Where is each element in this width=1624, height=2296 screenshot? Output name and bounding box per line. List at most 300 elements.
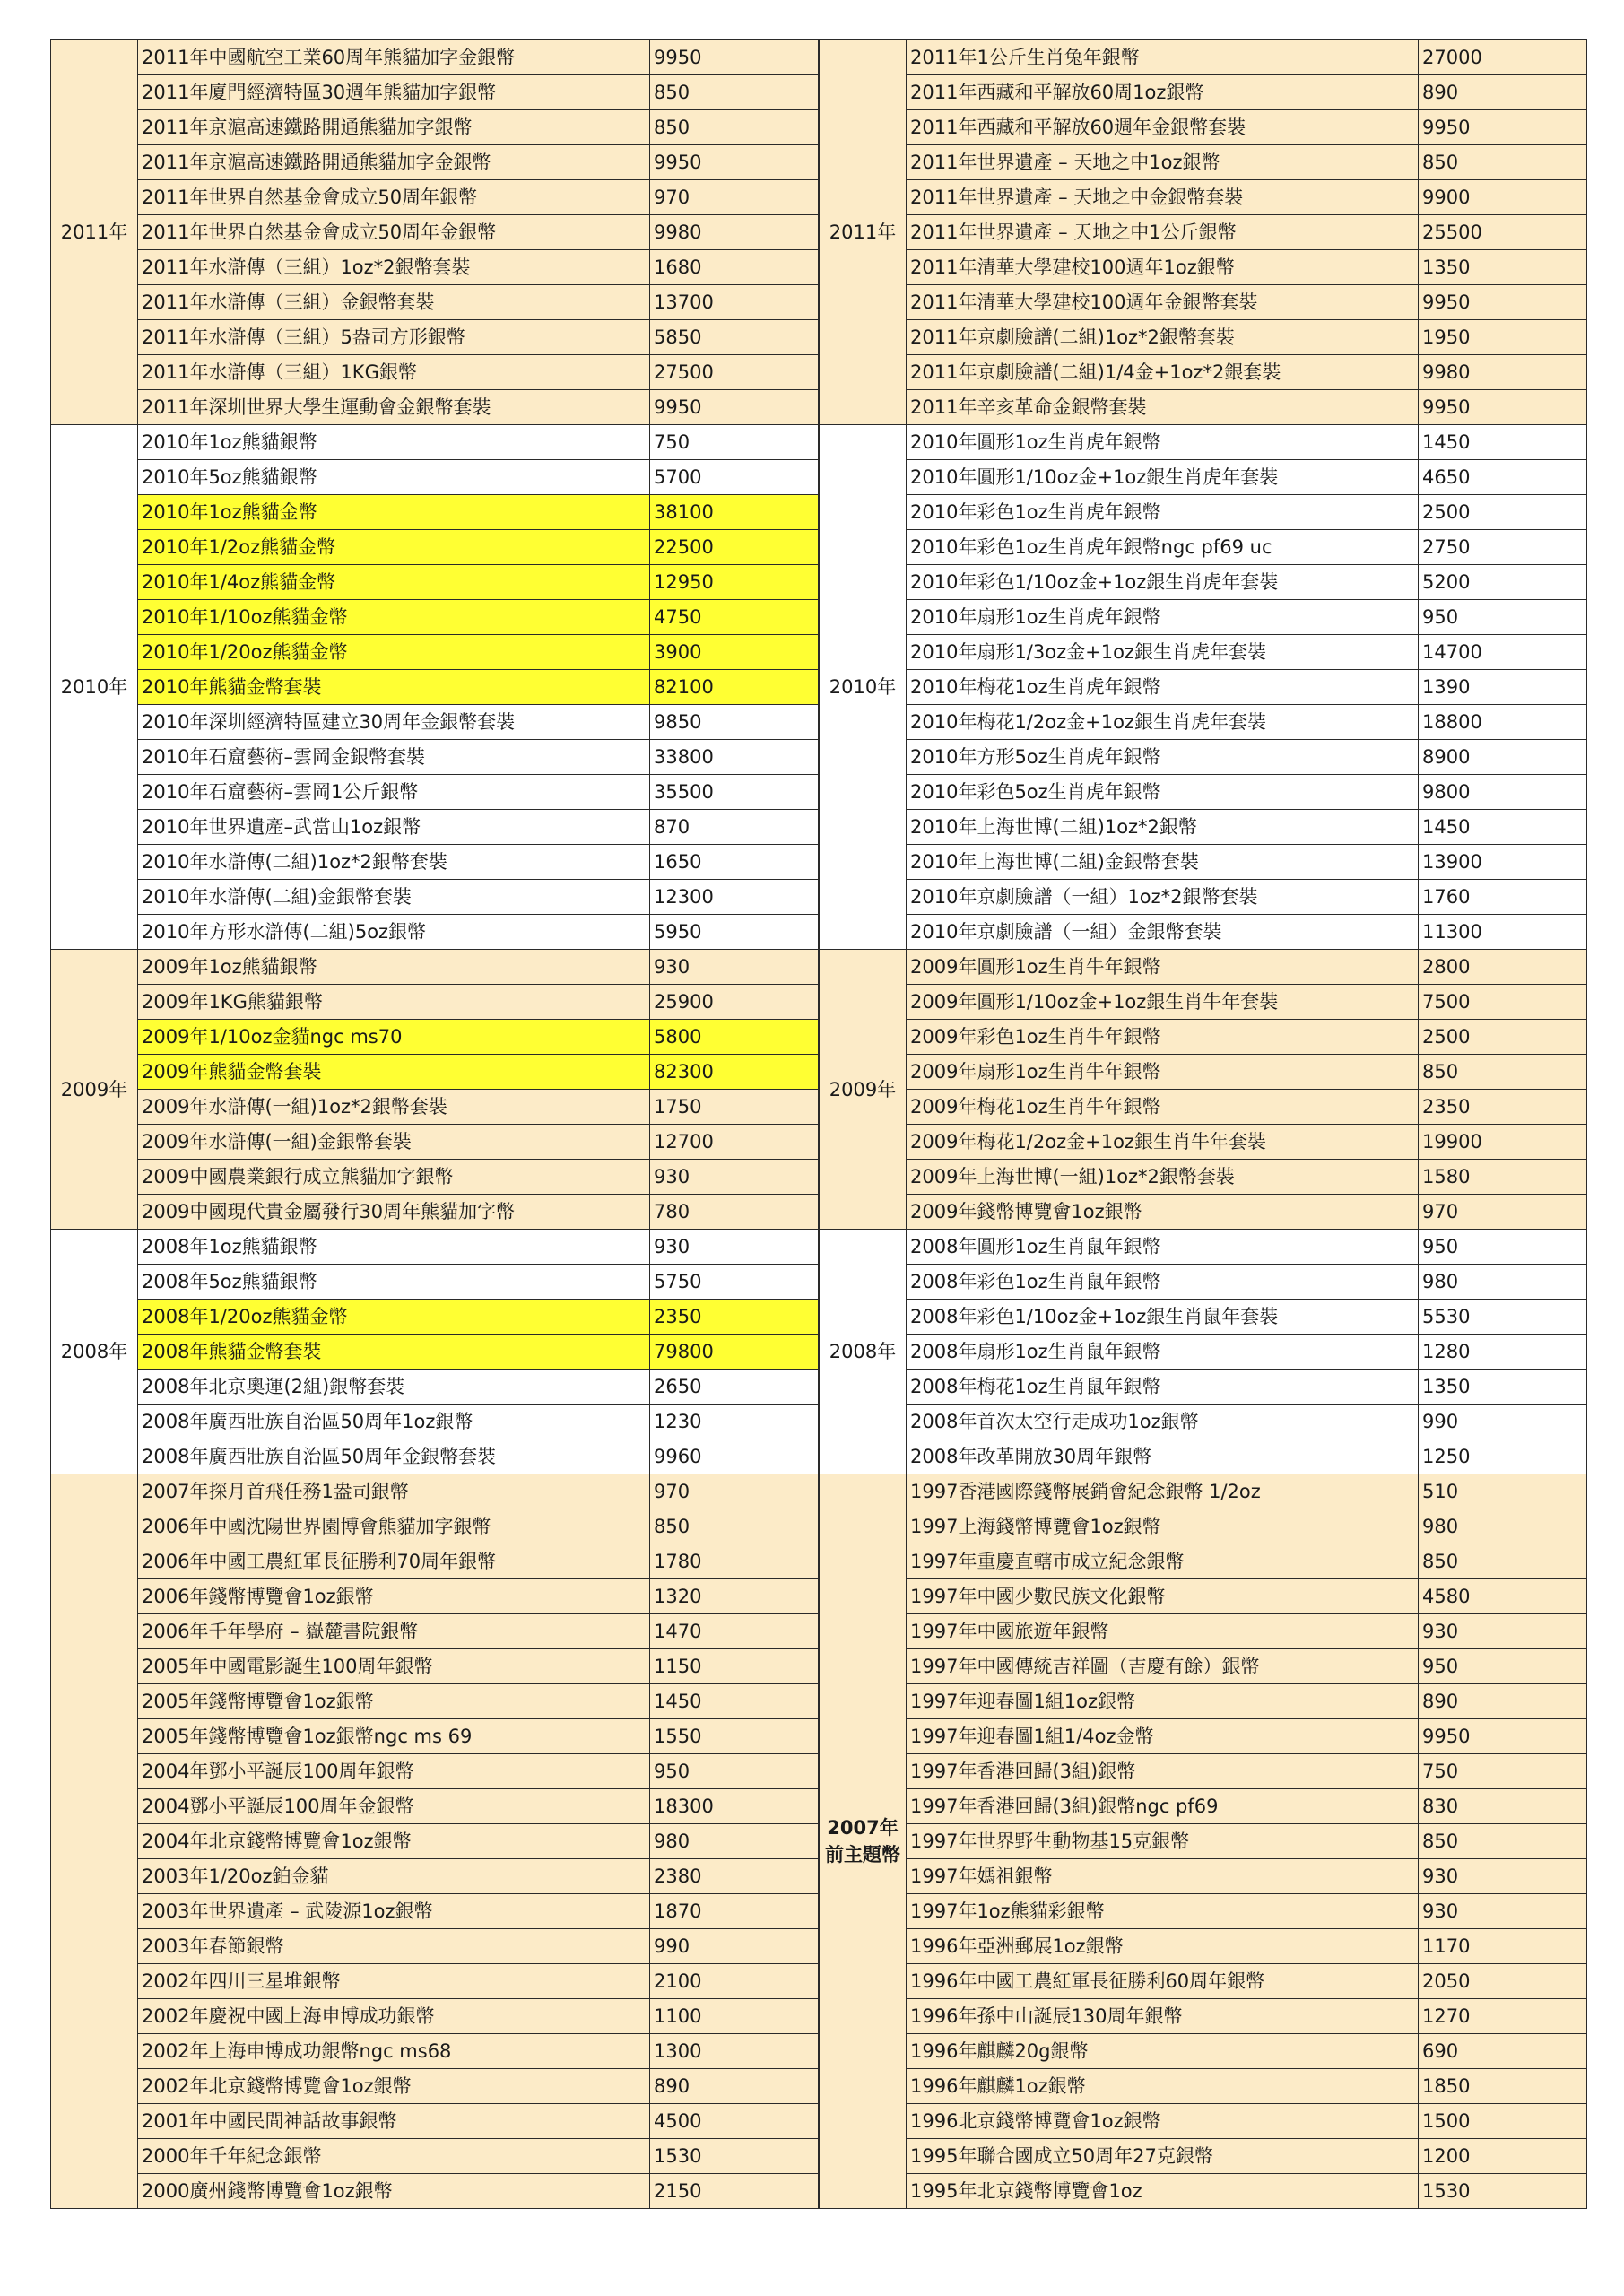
- coin-name-cell: 2003年世界遺產 – 武陵源1oz銀幣: [138, 1894, 650, 1929]
- price-cell: 9950: [1419, 285, 1587, 320]
- table-row: [820, 2104, 1587, 2139]
- price-cell: 850: [650, 75, 819, 110]
- coin-name-cell: 2009年梅花1/2oz金+1oz銀生肖牛年套裝: [907, 1125, 1419, 1160]
- price-cell: 1350: [1419, 1370, 1587, 1405]
- year-label: 2009年: [60, 1078, 128, 1100]
- table-row: [820, 460, 1587, 495]
- coin-name-cell: 2009中國現代貴金屬發行30周年熊貓加字幣: [138, 1195, 650, 1230]
- right-price-table: [819, 39, 1587, 2209]
- price-cell: 1530: [1419, 2174, 1587, 2209]
- table-row: [820, 705, 1587, 740]
- coin-name-cell: 2008年廣西壯族自治區50周年1oz銀幣: [138, 1405, 650, 1439]
- price-cell: 25900: [650, 985, 819, 1020]
- coin-name-cell: 2009年圓形1oz生肖牛年銀幣: [907, 950, 1419, 985]
- coin-name-cell: 2010年水滸傳(二組)1oz*2銀幣套裝: [138, 845, 650, 880]
- table-row: [51, 530, 819, 565]
- price-cell: 950: [1419, 1230, 1587, 1265]
- table-row: [820, 565, 1587, 600]
- price-cell: 4580: [1419, 1579, 1587, 1614]
- price-cell: 1760: [1419, 880, 1587, 915]
- table-row: [51, 1824, 819, 1859]
- price-cell: 18300: [650, 1789, 819, 1824]
- table-row: [820, 1405, 1587, 1439]
- table-row: [51, 2174, 819, 2209]
- price-cell: 12300: [650, 880, 819, 915]
- price-cell: 970: [650, 180, 819, 215]
- coin-name-cell: 2005年錢幣博覽會1oz銀幣ngc ms 69: [138, 1719, 650, 1754]
- table-row: [820, 1055, 1587, 1090]
- coin-name-cell: 1997年中國旅遊年銀幣: [907, 1614, 1419, 1649]
- table-row: [820, 1439, 1587, 1474]
- coin-name-cell: 2009年梅花1oz生肖牛年銀幣: [907, 1090, 1419, 1125]
- price-cell: 2500: [1419, 495, 1587, 530]
- price-cell: 850: [1419, 1824, 1587, 1859]
- table-row: [51, 1789, 819, 1824]
- coin-name-cell: 2008年首次太空行走成功1oz銀幣: [907, 1405, 1419, 1439]
- coin-name-cell: 2011年深圳世界大學生運動會金銀幣套裝: [138, 390, 650, 425]
- table-row: [820, 775, 1587, 810]
- coin-name-cell: 2006年中國工農紅軍長征勝利70周年銀幣: [138, 1544, 650, 1579]
- price-cell: 1320: [650, 1579, 819, 1614]
- table-row: [820, 75, 1587, 110]
- price-cell: 850: [1419, 145, 1587, 180]
- year-label: 2008年: [60, 1341, 128, 1362]
- price-cell: 2500: [1419, 1020, 1587, 1055]
- table-row: [820, 635, 1587, 670]
- price-cell: 9850: [650, 705, 819, 740]
- table-row: [51, 460, 819, 495]
- coin-name-cell: 2010年京劇臉譜（一組）金銀幣套裝: [907, 915, 1419, 950]
- price-cell: 5800: [650, 1020, 819, 1055]
- year-group-cell: [820, 425, 907, 950]
- price-cell: 5530: [1419, 1300, 1587, 1335]
- table-row: [820, 880, 1587, 915]
- price-cell: 2380: [650, 1859, 819, 1894]
- table-row: [51, 2104, 819, 2139]
- price-cell: 980: [1419, 1265, 1587, 1300]
- coin-name-cell: 2011年中國航空工業60周年熊貓加字金銀幣: [138, 40, 650, 75]
- price-cell: 1530: [650, 2139, 819, 2174]
- coin-name-cell: 2005年錢幣博覽會1oz銀幣: [138, 1684, 650, 1719]
- table-row: [51, 915, 819, 950]
- price-cell: 2750: [1419, 530, 1587, 565]
- price-cell: 9950: [650, 145, 819, 180]
- price-cell: 1250: [1419, 1439, 1587, 1474]
- price-cell: 750: [1419, 1754, 1587, 1789]
- table-row: [820, 915, 1587, 950]
- price-cell: 22500: [650, 530, 819, 565]
- price-cell: 9960: [650, 1439, 819, 1474]
- coin-name-cell: 2010年1/20oz熊貓金幣: [138, 635, 650, 670]
- table-row: [820, 110, 1587, 145]
- coin-name-cell: 2008年1oz熊貓銀幣: [138, 1230, 650, 1265]
- price-cell: 4750: [650, 600, 819, 635]
- price-cell: 2100: [650, 1964, 819, 1999]
- table-row: [51, 1265, 819, 1300]
- coin-name-cell: 2010年5oz熊貓銀幣: [138, 460, 650, 495]
- table-row: [51, 355, 819, 390]
- table-row: [51, 1544, 819, 1579]
- price-cell: 5750: [650, 1265, 819, 1300]
- table-row: [820, 530, 1587, 565]
- coin-name-cell: 1996年孫中山誕辰130周年銀幣: [907, 1999, 1419, 2034]
- table-row: [820, 1754, 1587, 1789]
- price-cell: 38100: [650, 495, 819, 530]
- table-row: [51, 1195, 819, 1230]
- table-row: [820, 1684, 1587, 1719]
- coin-name-cell: 2010年圓形1/10oz金+1oz銀生肖虎年套裝: [907, 460, 1419, 495]
- table-row: [51, 1579, 819, 1614]
- table-row: [51, 1020, 819, 1055]
- price-cell: 850: [1419, 1544, 1587, 1579]
- coin-name-cell: 2011年世界遺產 – 天地之中1公斤銀幣: [907, 215, 1419, 250]
- coin-name-cell: 2008年北京奧運(2組)銀幣套裝: [138, 1370, 650, 1405]
- coin-name-cell: 1996年麒麟20g銀幣: [907, 2034, 1419, 2069]
- coin-name-cell: 1997年媽祖銀幣: [907, 1859, 1419, 1894]
- coin-name-cell: 1996年亞洲郵展1oz銀幣: [907, 1929, 1419, 1964]
- price-cell: 27000: [1419, 40, 1587, 75]
- coin-name-cell: 1995年聯合國成立50周年27克銀幣: [907, 2139, 1419, 2174]
- coin-name-cell: 2000年千年紀念銀幣: [138, 2139, 650, 2174]
- table-row: [820, 40, 1587, 75]
- table-row: [820, 845, 1587, 880]
- coin-name-cell: 2011年1公斤生肖兔年銀幣: [907, 40, 1419, 75]
- table-row: [820, 2139, 1587, 2174]
- coin-name-cell: 2009年1/10oz金貓ngc ms70: [138, 1020, 650, 1055]
- price-cell: 35500: [650, 775, 819, 810]
- table-row: [820, 1160, 1587, 1195]
- coin-name-cell: 2002年上海申博成功銀幣ngc ms68: [138, 2034, 650, 2069]
- price-cell: 850: [650, 110, 819, 145]
- price-cell: 830: [1419, 1789, 1587, 1824]
- table-row: [51, 1300, 819, 1335]
- table-row: [51, 845, 819, 880]
- coin-name-cell: 2009年上海世博(一組)1oz*2銀幣套裝: [907, 1160, 1419, 1195]
- price-cell: 690: [1419, 2034, 1587, 2069]
- table-row: [51, 1370, 819, 1405]
- year-label: 2007年: [827, 1817, 899, 1839]
- table-row: [51, 1405, 819, 1439]
- table-row: [51, 880, 819, 915]
- price-cell: 2050: [1419, 1964, 1587, 1999]
- price-cell: 82300: [650, 1055, 819, 1090]
- year-group-cell: [820, 1230, 907, 1474]
- price-cell: 990: [1419, 1405, 1587, 1439]
- price-cell: 970: [650, 1474, 819, 1509]
- coin-name-cell: 2011年清華大學建校100週年金銀幣套裝: [907, 285, 1419, 320]
- year-group-cell: [51, 1230, 138, 1474]
- table-row: [51, 1125, 819, 1160]
- price-cell: 4500: [650, 2104, 819, 2139]
- price-cell: 25500: [1419, 215, 1587, 250]
- table-row: [51, 1230, 819, 1265]
- year-group-cell: [51, 1474, 138, 2209]
- price-cell: 14700: [1419, 635, 1587, 670]
- price-cell: 5700: [650, 460, 819, 495]
- table-row: [51, 1160, 819, 1195]
- year-label: 2009年: [829, 1078, 897, 1100]
- coin-name-cell: 2003年春節銀幣: [138, 1929, 650, 1964]
- coin-name-cell: 2011年京滬高速鐵路開通熊貓加字金銀幣: [138, 145, 650, 180]
- price-cell: 1750: [650, 1090, 819, 1125]
- coin-name-cell: 2009年錢幣博覽會1oz銀幣: [907, 1195, 1419, 1230]
- table-row: [820, 1964, 1587, 1999]
- table-row: [51, 1754, 819, 1789]
- price-cell: 2150: [650, 2174, 819, 2209]
- table-row: [51, 635, 819, 670]
- price-cell: 1680: [650, 250, 819, 285]
- table-row: [51, 950, 819, 985]
- price-cell: 1550: [650, 1719, 819, 1754]
- year-group-cell: [820, 40, 907, 425]
- price-cell: 12700: [650, 1125, 819, 1160]
- table-row: [820, 1999, 1587, 2034]
- coin-name-cell: 2006年中國沈陽世界園博會熊貓加字銀幣: [138, 1509, 650, 1544]
- price-cell: 950: [1419, 600, 1587, 635]
- coin-name-cell: 2008年彩色1/10oz金+1oz銀生肖鼠年套裝: [907, 1300, 1419, 1335]
- price-cell: 13900: [1419, 845, 1587, 880]
- coin-name-cell: 2010年梅花1/2oz金+1oz銀生肖虎年套裝: [907, 705, 1419, 740]
- coin-name-cell: 2008年熊貓金幣套裝: [138, 1335, 650, 1370]
- coin-name-cell: 1997香港國際錢幣展銷會紀念銀幣 1/2oz: [907, 1474, 1419, 1509]
- coin-name-cell: 2010年圓形1oz生肖虎年銀幣: [907, 425, 1419, 460]
- coin-name-cell: 2007年探月首飛任務1盎司銀幣: [138, 1474, 650, 1509]
- price-cell: 18800: [1419, 705, 1587, 740]
- coin-name-cell: 2010年1/4oz熊貓金幣: [138, 565, 650, 600]
- coin-name-cell: 1997年中國少數民族文化銀幣: [907, 1579, 1419, 1614]
- coin-name-cell: 1997年重慶直轄市成立紀念銀幣: [907, 1544, 1419, 1579]
- price-cell: 1500: [1419, 2104, 1587, 2139]
- table-row: [820, 1195, 1587, 1230]
- price-cell: 2350: [650, 1300, 819, 1335]
- price-cell: 1450: [1419, 425, 1587, 460]
- table-row: [820, 740, 1587, 775]
- table-row: [51, 2069, 819, 2104]
- coin-name-cell: 2009中國農業銀行成立熊貓加字銀幣: [138, 1160, 650, 1195]
- coin-name-cell: 2011年京劇臉譜(二組)1/4金+1oz*2銀套裝: [907, 355, 1419, 390]
- price-cell: 980: [1419, 1509, 1587, 1544]
- price-cell: 850: [650, 1509, 819, 1544]
- coin-name-cell: 2006年千年學府 – 嶽麓書院銀幣: [138, 1614, 650, 1649]
- table-row: [51, 1509, 819, 1544]
- table-row: [820, 985, 1587, 1020]
- coin-name-cell: 2011年西藏和平解放60週年金銀幣套裝: [907, 110, 1419, 145]
- table-row: [51, 740, 819, 775]
- table-row: [820, 495, 1587, 530]
- coin-name-cell: 2011年世界自然基金會成立50周年銀幣: [138, 180, 650, 215]
- price-cell: 5950: [650, 915, 819, 950]
- table-row: [51, 670, 819, 705]
- price-cell: 1300: [650, 2034, 819, 2069]
- price-cell: 890: [1419, 1684, 1587, 1719]
- price-cell: 1650: [650, 845, 819, 880]
- coin-name-cell: 1995年北京錢幣博覽會1oz: [907, 2174, 1419, 2209]
- price-cell: 1280: [1419, 1335, 1587, 1370]
- table-row: [820, 1929, 1587, 1964]
- price-cell: 950: [1419, 1649, 1587, 1684]
- coin-name-cell: 2002年慶祝中國上海申博成功銀幣: [138, 1999, 650, 2034]
- year-group-cell: [51, 950, 138, 1230]
- table-row: [820, 1789, 1587, 1824]
- price-cell: 890: [1419, 75, 1587, 110]
- table-row: [51, 985, 819, 1020]
- price-cell: 9980: [650, 215, 819, 250]
- coin-name-cell: 2009年1KG熊貓銀幣: [138, 985, 650, 1020]
- price-cell: 850: [1419, 1055, 1587, 1090]
- table-row: [51, 425, 819, 460]
- coin-name-cell: 2010年扇形1/3oz金+1oz銀生肖虎年套裝: [907, 635, 1419, 670]
- table-row: [51, 1090, 819, 1125]
- coin-name-cell: 2010年水滸傳(二組)金銀幣套裝: [138, 880, 650, 915]
- coin-name-cell: 2008年5oz熊貓銀幣: [138, 1265, 650, 1300]
- coin-name-cell: 2010年扇形1oz生肖虎年銀幣: [907, 600, 1419, 635]
- price-cell: 9900: [1419, 180, 1587, 215]
- price-cell: 1450: [1419, 810, 1587, 845]
- table-row: [820, 1509, 1587, 1544]
- price-cell: 9950: [1419, 390, 1587, 425]
- price-cell: 2800: [1419, 950, 1587, 985]
- year-label: 2010年: [60, 676, 128, 698]
- table-row: [820, 1719, 1587, 1754]
- table-row: [51, 495, 819, 530]
- year-label: 2011年: [60, 222, 128, 243]
- price-cell: 1580: [1419, 1160, 1587, 1195]
- price-cell: 19900: [1419, 1125, 1587, 1160]
- coin-name-cell: 2011年辛亥革命金銀幣套裝: [907, 390, 1419, 425]
- price-cell: 1470: [650, 1614, 819, 1649]
- coin-name-cell: 1997年1oz熊貓彩銀幣: [907, 1894, 1419, 1929]
- coin-name-cell: 2008年梅花1oz生肖鼠年銀幣: [907, 1370, 1419, 1405]
- year-label: 2011年: [829, 222, 897, 243]
- coin-name-cell: 2004年鄧小平誕辰100周年銀幣: [138, 1754, 650, 1789]
- table-row: [820, 145, 1587, 180]
- coin-name-cell: 2001年中國民間神話故事銀幣: [138, 2104, 650, 2139]
- price-cell: 1170: [1419, 1929, 1587, 1964]
- price-cell: 1230: [650, 1405, 819, 1439]
- price-cell: 930: [650, 950, 819, 985]
- coin-name-cell: 2009年圓形1/10oz金+1oz銀生肖牛年套裝: [907, 985, 1419, 1020]
- table-row: [51, 1614, 819, 1649]
- price-cell: 9800: [1419, 775, 1587, 810]
- coin-name-cell: 2010年深圳經濟特區建立30周年金銀幣套裝: [138, 705, 650, 740]
- year-label: 2010年: [829, 676, 897, 698]
- coin-name-cell: 2010年1oz熊貓金幣: [138, 495, 650, 530]
- coin-name-cell: 2009年彩色1oz生肖牛年銀幣: [907, 1020, 1419, 1055]
- coin-name-cell: 1997年迎春圖1組1oz銀幣: [907, 1684, 1419, 1719]
- coin-name-cell: 2011年清華大學建校100週年1oz銀幣: [907, 250, 1419, 285]
- price-cell: 970: [1419, 1195, 1587, 1230]
- table-row: [51, 1684, 819, 1719]
- table-row: [51, 215, 819, 250]
- table-row: [820, 600, 1587, 635]
- price-cell: 11300: [1419, 915, 1587, 950]
- table-row: [820, 1090, 1587, 1125]
- table-row: [51, 1929, 819, 1964]
- table-row: [51, 600, 819, 635]
- coin-name-cell: 2005年中國電影誕生100周年銀幣: [138, 1649, 650, 1684]
- table-row: [51, 1999, 819, 2034]
- table-row: [51, 1474, 819, 1509]
- coin-name-cell: 2011年水滸傳（三組）1oz*2銀幣套裝: [138, 250, 650, 285]
- table-row: [820, 1579, 1587, 1614]
- coin-name-cell: 2010年梅花1oz生肖虎年銀幣: [907, 670, 1419, 705]
- coin-name-cell: 2008年1/20oz熊貓金幣: [138, 1300, 650, 1335]
- price-cell: 5850: [650, 320, 819, 355]
- price-cell: 8900: [1419, 740, 1587, 775]
- coin-name-cell: 2010年彩色1oz生肖虎年銀幣ngc pf69 uc: [907, 530, 1419, 565]
- table-row: [51, 705, 819, 740]
- coin-name-cell: 2010年方形5oz生肖虎年銀幣: [907, 740, 1419, 775]
- coin-name-cell: 2006年錢幣博覽會1oz銀幣: [138, 1579, 650, 1614]
- table-row: [820, 950, 1587, 985]
- price-cell: 1390: [1419, 670, 1587, 705]
- year-group-cell: [820, 1474, 907, 2209]
- table-row: [51, 810, 819, 845]
- price-cell: 1950: [1419, 320, 1587, 355]
- coin-name-cell: 2002年北京錢幣博覽會1oz銀幣: [138, 2069, 650, 2104]
- year-group-cell: [51, 425, 138, 950]
- coin-name-cell: 1997上海錢幣博覽會1oz銀幣: [907, 1509, 1419, 1544]
- table-row: [820, 1020, 1587, 1055]
- coin-name-cell: 2008年廣西壯族自治區50周年金銀幣套裝: [138, 1439, 650, 1474]
- coin-name-cell: 2010年彩色5oz生肖虎年銀幣: [907, 775, 1419, 810]
- table-row: [51, 320, 819, 355]
- table-row: [820, 1370, 1587, 1405]
- price-cell: 9950: [1419, 1719, 1587, 1754]
- price-cell: 1100: [650, 1999, 819, 2034]
- coin-name-cell: 2010年方形水滸傳(二組)5oz銀幣: [138, 915, 650, 950]
- price-cell: 930: [1419, 1614, 1587, 1649]
- price-cell: 1780: [650, 1544, 819, 1579]
- coin-name-cell: 2011年水滸傳（三組）金銀幣套裝: [138, 285, 650, 320]
- price-cell: 4650: [1419, 460, 1587, 495]
- table-row: [51, 180, 819, 215]
- coin-name-cell: 2008年圓形1oz生肖鼠年銀幣: [907, 1230, 1419, 1265]
- price-cell: 9950: [650, 390, 819, 425]
- coin-name-cell: 1997年世界野生動物基15克銀幣: [907, 1824, 1419, 1859]
- table-row: [820, 670, 1587, 705]
- coin-name-cell: 2010年上海世博(二組)1oz*2銀幣: [907, 810, 1419, 845]
- price-cell: 780: [650, 1195, 819, 1230]
- coin-name-cell: 1996年中國工農紅軍長征勝利60周年銀幣: [907, 1964, 1419, 1999]
- table-row: [51, 1964, 819, 1999]
- price-cell: 2350: [1419, 1090, 1587, 1125]
- table-row: [820, 2034, 1587, 2069]
- table-row: [820, 180, 1587, 215]
- table-row: [51, 1719, 819, 1754]
- coin-name-cell: 2008年改革開放30周年銀幣: [907, 1439, 1419, 1474]
- table-row: [820, 425, 1587, 460]
- table-row: [820, 1265, 1587, 1300]
- table-row: [51, 75, 819, 110]
- table-row: [820, 810, 1587, 845]
- price-cell: 7500: [1419, 985, 1587, 1020]
- price-cell: 12950: [650, 565, 819, 600]
- price-cell: 82100: [650, 670, 819, 705]
- price-cell: 13700: [650, 285, 819, 320]
- coin-name-cell: 2011年廈門經濟特區30週年熊貓加字銀幣: [138, 75, 650, 110]
- price-cell: 1200: [1419, 2139, 1587, 2174]
- coin-name-cell: 2010年京劇臉譜（一組）1oz*2銀幣套裝: [907, 880, 1419, 915]
- coin-name-cell: 2010年1/10oz熊貓金幣: [138, 600, 650, 635]
- coin-name-cell: 2010年上海世博(二組)金銀幣套裝: [907, 845, 1419, 880]
- coin-name-cell: 1997年中國傳統吉祥圖（吉慶有餘）銀幣: [907, 1649, 1419, 1684]
- table-row: [820, 320, 1587, 355]
- coin-name-cell: 2010年彩色1oz生肖虎年銀幣: [907, 495, 1419, 530]
- table-row: [820, 2174, 1587, 2209]
- price-cell: 930: [1419, 1859, 1587, 1894]
- coin-name-cell: 2000廣州錢幣博覽會1oz銀幣: [138, 2174, 650, 2209]
